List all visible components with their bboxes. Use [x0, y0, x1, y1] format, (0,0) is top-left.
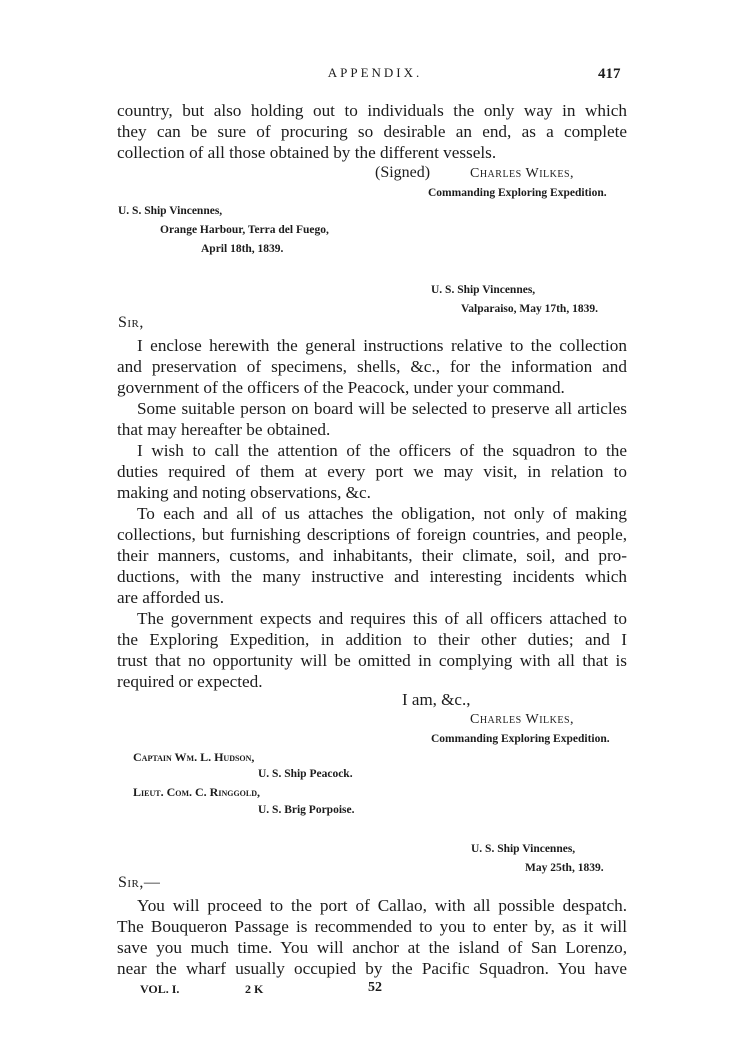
signer-name: Charles Wilkes,: [470, 166, 575, 181]
body-line: making and noting observations, &c.: [117, 483, 371, 502]
recipient-line: U. S. Ship Peacock.: [258, 768, 353, 780]
body-line: I wish to call the attention of the officers of the squadron to the: [137, 441, 627, 460]
footer-signature-mark: 2 K: [245, 982, 264, 996]
body-line: the Exploring Expedition, in addition to their other duties; and I: [117, 630, 627, 649]
salutation: Sir,: [118, 314, 144, 331]
page-number: 417: [598, 66, 621, 82]
letter-heading-line: U. S. Ship Vincennes,: [471, 843, 576, 855]
body-line: trust that no opportunity will be omitted in complying with all that is: [117, 651, 627, 670]
body-line: country, but also holding out to individuals the only way in which: [117, 101, 627, 120]
body-line: duties required of them at every port we may visit, in relation to: [117, 462, 627, 481]
body-line: near the wharf usually occupied by the Pacific Squadron. You have: [117, 959, 627, 978]
body-line: their manners, customs, and inhabitants, their climate, soil, and pro-: [117, 546, 627, 565]
body-line: The government expects and requires this of all officers attached to: [137, 609, 627, 628]
signer-title: Commanding Exploring Expedition.: [431, 733, 610, 745]
footer-sheet-number: 52: [368, 980, 382, 995]
salutation: Sir,—: [118, 874, 161, 891]
running-header-title: APPENDIX.: [327, 65, 423, 80]
body-line: and preservation of specimens, shells, &c., for the information and: [117, 357, 627, 376]
body-line: The Bouqueron Passage is recommended to you to enter by, as it will: [117, 917, 627, 936]
body-line: collection of all those obtained by the different vessels.: [117, 143, 497, 162]
body-line: You will proceed to the port of Callao, with all possible despatch.: [137, 896, 627, 915]
recipient-line: Captain Wm. L. Hudson,: [133, 750, 255, 764]
recipient-line: Lieut. Com. C. Ringgold,: [133, 785, 261, 799]
body-line: I enclose herewith the general instructions relative to the collection: [137, 336, 627, 355]
signed-label: (Signed): [375, 164, 431, 181]
body-line: To each and all of us attaches the obligation, not only of making: [137, 504, 627, 523]
place-line: April 18th, 1839.: [201, 243, 284, 255]
body-line: government of the officers of the Peacock, under your command.: [117, 378, 565, 397]
signer-name: Charles Wilkes,: [470, 712, 575, 727]
footer-volume: VOL. I.: [140, 982, 180, 996]
body-line: are afforded us.: [117, 588, 225, 607]
body-line: required or expected.: [117, 672, 263, 691]
letter-heading-line: U. S. Ship Vincennes,: [431, 284, 536, 296]
place-line: Orange Harbour, Terra del Fuego,: [160, 224, 329, 236]
body-line: that may hereafter be obtained.: [117, 420, 331, 439]
signer-title: Commanding Exploring Expedition.: [428, 187, 607, 199]
recipient-line: U. S. Brig Porpoise.: [258, 804, 355, 816]
closing: I am, &c.,: [402, 690, 471, 709]
letter-heading-line: Valparaiso, May 17th, 1839.: [461, 303, 598, 315]
body-line: they can be sure of procuring so desirable an end, as a complete: [117, 122, 627, 141]
body-line: Some suitable person on board will be selected to preserve all articles: [137, 399, 627, 418]
body-line: ductions, with the many instructive and interesting incidents which: [117, 567, 627, 586]
body-line: collections, but furnishing descriptions of foreign countries, and people,: [117, 525, 627, 544]
place-line: U. S. Ship Vincennes,: [118, 205, 223, 217]
body-line: save you much time. You will anchor at the island of San Lorenzo,: [117, 938, 627, 957]
letter-heading-line: May 25th, 1839.: [525, 862, 604, 874]
